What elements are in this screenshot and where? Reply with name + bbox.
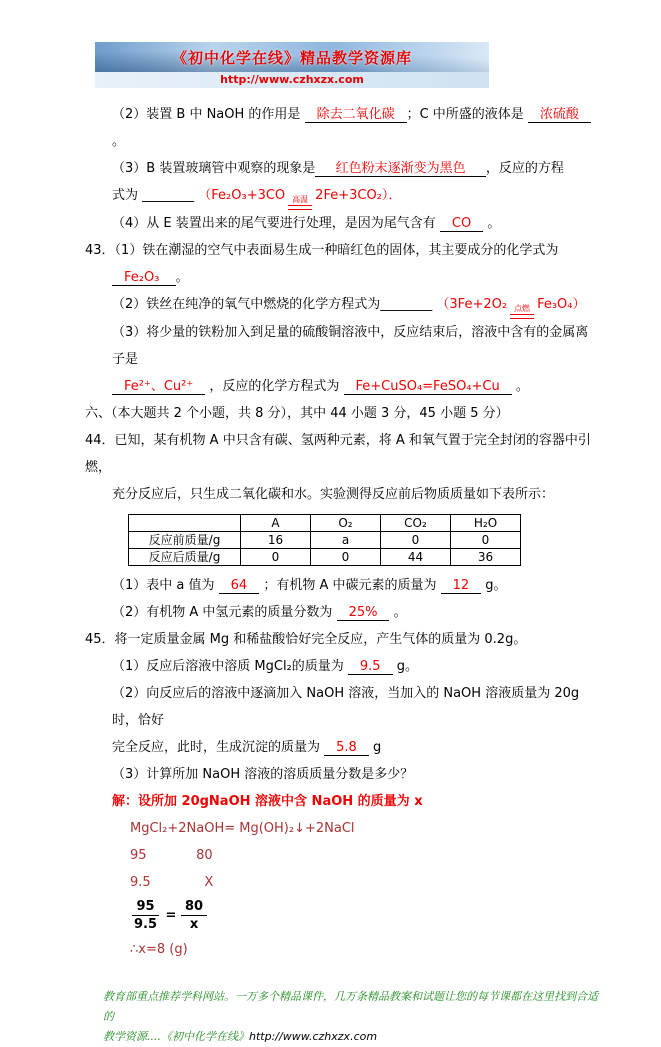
text-segment: 12 [441,578,482,594]
text-segment: 。 [511,379,529,394]
text-segment: （2）向反应后的溶液中逐滴加入 NaOH 溶液，当加入的 NaOH 溶液质量为 20g 时，恰好 [112,686,584,728]
text-segment: MgCl₂+2NaOH= Mg(OH)₂↓+2NaCl [130,821,355,836]
text-segment: （3Fe+2O₂ [432,297,508,312]
text-segment: Fe+CuSO₄=FeSO₄+Cu [344,379,512,395]
text-segment: ∴x=8 (g) [130,942,188,957]
footer-line-1 [103,987,606,1027]
text-segment: g [368,740,382,755]
solution-equation [130,815,601,842]
text-segment: CO [440,216,483,232]
text-segment: ，反应的化学方程式为 [205,379,344,394]
text-segment: 9.5 [348,659,393,675]
text-segment: （2）有机物 A 中氢元素的质量分数为 [112,605,337,620]
solution-quantities [130,869,601,896]
text-segment: （1）表中 a 值为 [112,578,219,593]
text-segment: （2）装置 B 中 NaOH 的作用是 [112,107,305,122]
fraction: $\frac{80}{x}$ [181,898,207,933]
q43-part1-answer [112,264,601,291]
q44-intro-cont [112,481,601,508]
solution-setup [112,788,601,815]
text-segment: ；C 中所盛的液体是 [406,107,528,122]
text-segment: 。 [483,216,501,231]
text-segment: = [161,908,181,923]
table-cell: 36 [451,549,521,566]
table-row [129,549,521,566]
table-cell: 0 [311,549,381,566]
q44-part1 [112,572,601,599]
table-cell: 0 [451,532,521,549]
table-header-cell: H₂O [451,515,521,532]
q45-part3 [112,761,601,788]
solution-proportion [130,896,601,936]
text-segment: 浓硫酸 [528,107,591,123]
q42-part2 [112,101,601,155]
q42-part3-equation [112,182,601,210]
text-segment: 5.8 [324,740,369,756]
text-segment: 95 80 [130,848,213,863]
q43-part2 [112,291,601,319]
q43-part3 [112,319,601,373]
text-segment: （1）反应后溶液中溶质 MgCl₂的质量为 [112,659,348,674]
worksheet-page [0,42,661,1043]
text-segment: Fe₃O₄） [537,297,586,312]
text-segment: ；有机物 A 中碳元素的质量为 [259,578,441,593]
reaction-condition-equals: 高温 [288,195,312,210]
table-header-cell [129,515,241,532]
text-segment: 45．将一定质量金属 Mg 和稀盐酸恰好完全反应，产生气体的质量为 0.2g。 [85,632,527,647]
table-cell: 反应前质量/g [129,532,241,549]
table-cell: 16 [241,532,311,549]
text-segment: 2Fe+3CO₂）． [315,188,402,203]
q42-part4 [112,210,601,237]
text-segment: 。 [389,605,407,620]
text-segment: Fe₂O₃ [112,270,176,286]
text-segment: 64 [219,578,260,594]
text-segment: 解：设所加 20gNaOH 溶液中含 NaOH 的质量为 x [112,794,423,809]
table-row [129,532,521,549]
footer-url[interactable]: http://www.czhxzx.com [249,1030,378,1043]
document-lines [0,101,661,1047]
q43-part3-answer [112,373,601,400]
q45-part2 [112,680,601,734]
text-segment: g。 [481,578,507,593]
table-cell: 0 [381,532,451,549]
text-segment: （4）从 E 装置出来的尾气要进行处理，是因为尾气含有 [112,216,440,231]
table-cell: 0 [241,549,311,566]
text-segment: Fe²⁺、Cu²⁺ [112,379,205,395]
banner-title: 《初中化学在线》精品教学资源库 [171,48,412,67]
text-segment: 43．（1）铁在潮湿的空气中表面易生成一种暗红色的固体，其主要成分的化学式为 [85,243,559,258]
text-segment: 教学资源....《初中化学在线》 [103,1030,249,1043]
text-segment: 充分反应后，只生成二氧化碳和水。实验测得反应前后物质质量如下表所示： [112,487,555,502]
solution-molar-masses [130,842,601,869]
table-header-cell: CO₂ [381,515,451,532]
table-cell: a [311,532,381,549]
table-header-cell: A [241,515,311,532]
q44-part2 [112,599,601,626]
mass-table [128,514,521,566]
banner-url-link[interactable]: http://www.czhxzx.com [95,72,489,88]
banner-image [95,42,489,72]
text-segment: 。 [175,270,189,285]
text-segment: ________ [380,297,433,312]
reaction-condition-equals: 点燃 [510,304,534,319]
site-banner [95,42,489,88]
text-segment: 六、（本大题共 2 个小题，共 8 分），其中 44 小题 3 分，45 小题 5 分） [85,406,509,421]
text-segment: （Fe₂O₃+3CO [194,188,286,203]
text-segment: 25% [337,605,390,621]
text-segment: 除去二氧化碳 [305,107,407,123]
q43-part1 [85,237,601,264]
text-segment: 44．已知，某有机物 A 中只含有碳、氢两种元素，将 A 和氧气置于完全封闭的容器中引燃， [85,433,591,475]
fraction: $\frac{95}{9.5}$ [134,899,158,932]
text-segment: ________ [142,188,195,203]
q45-intro [85,626,601,653]
section-6-header [85,400,601,427]
table-header-cell: O₂ [311,515,381,532]
table-header-row [129,515,521,532]
q44-intro [85,427,601,481]
text-segment: 式为 [112,188,143,203]
footer-line-2 [103,1027,606,1047]
text-segment: 教育部重点推荐学科网站。一万多个精品课件，几万条精品教案和试题让您的每节课都在这里找到合适的 [103,990,598,1023]
text-segment: g。 [392,659,418,674]
text-segment: （3）将少量的铁粉加入到足量的硫酸铜溶液中，反应结束后，溶液中含有的金属离子是 [112,325,589,367]
table-cell: 44 [381,549,451,566]
solution-result [130,936,601,963]
q42-part3 [112,155,601,182]
text-segment: （3）B 装置玻璃管中观察的现象是 [112,161,316,176]
text-segment: 红色粉末逐渐变为黑色 [315,161,486,177]
text-segment: 完全反应，此时，生成沉淀的质量为 [112,740,325,755]
text-segment: 9.5 X [130,875,214,890]
q45-part1 [112,653,601,680]
q45-part2-cont [112,734,601,761]
text-segment: （2）铁丝在纯净的氧气中燃烧的化学方程式为 [112,297,381,312]
table-cell: 反应后质量/g [129,549,241,566]
text-segment: ，反应的方程 [485,161,564,176]
text-segment: （3）计算所加 NaOH 溶液的溶质质量分数是多少？ [112,767,414,782]
text-segment: 。 [112,107,596,149]
